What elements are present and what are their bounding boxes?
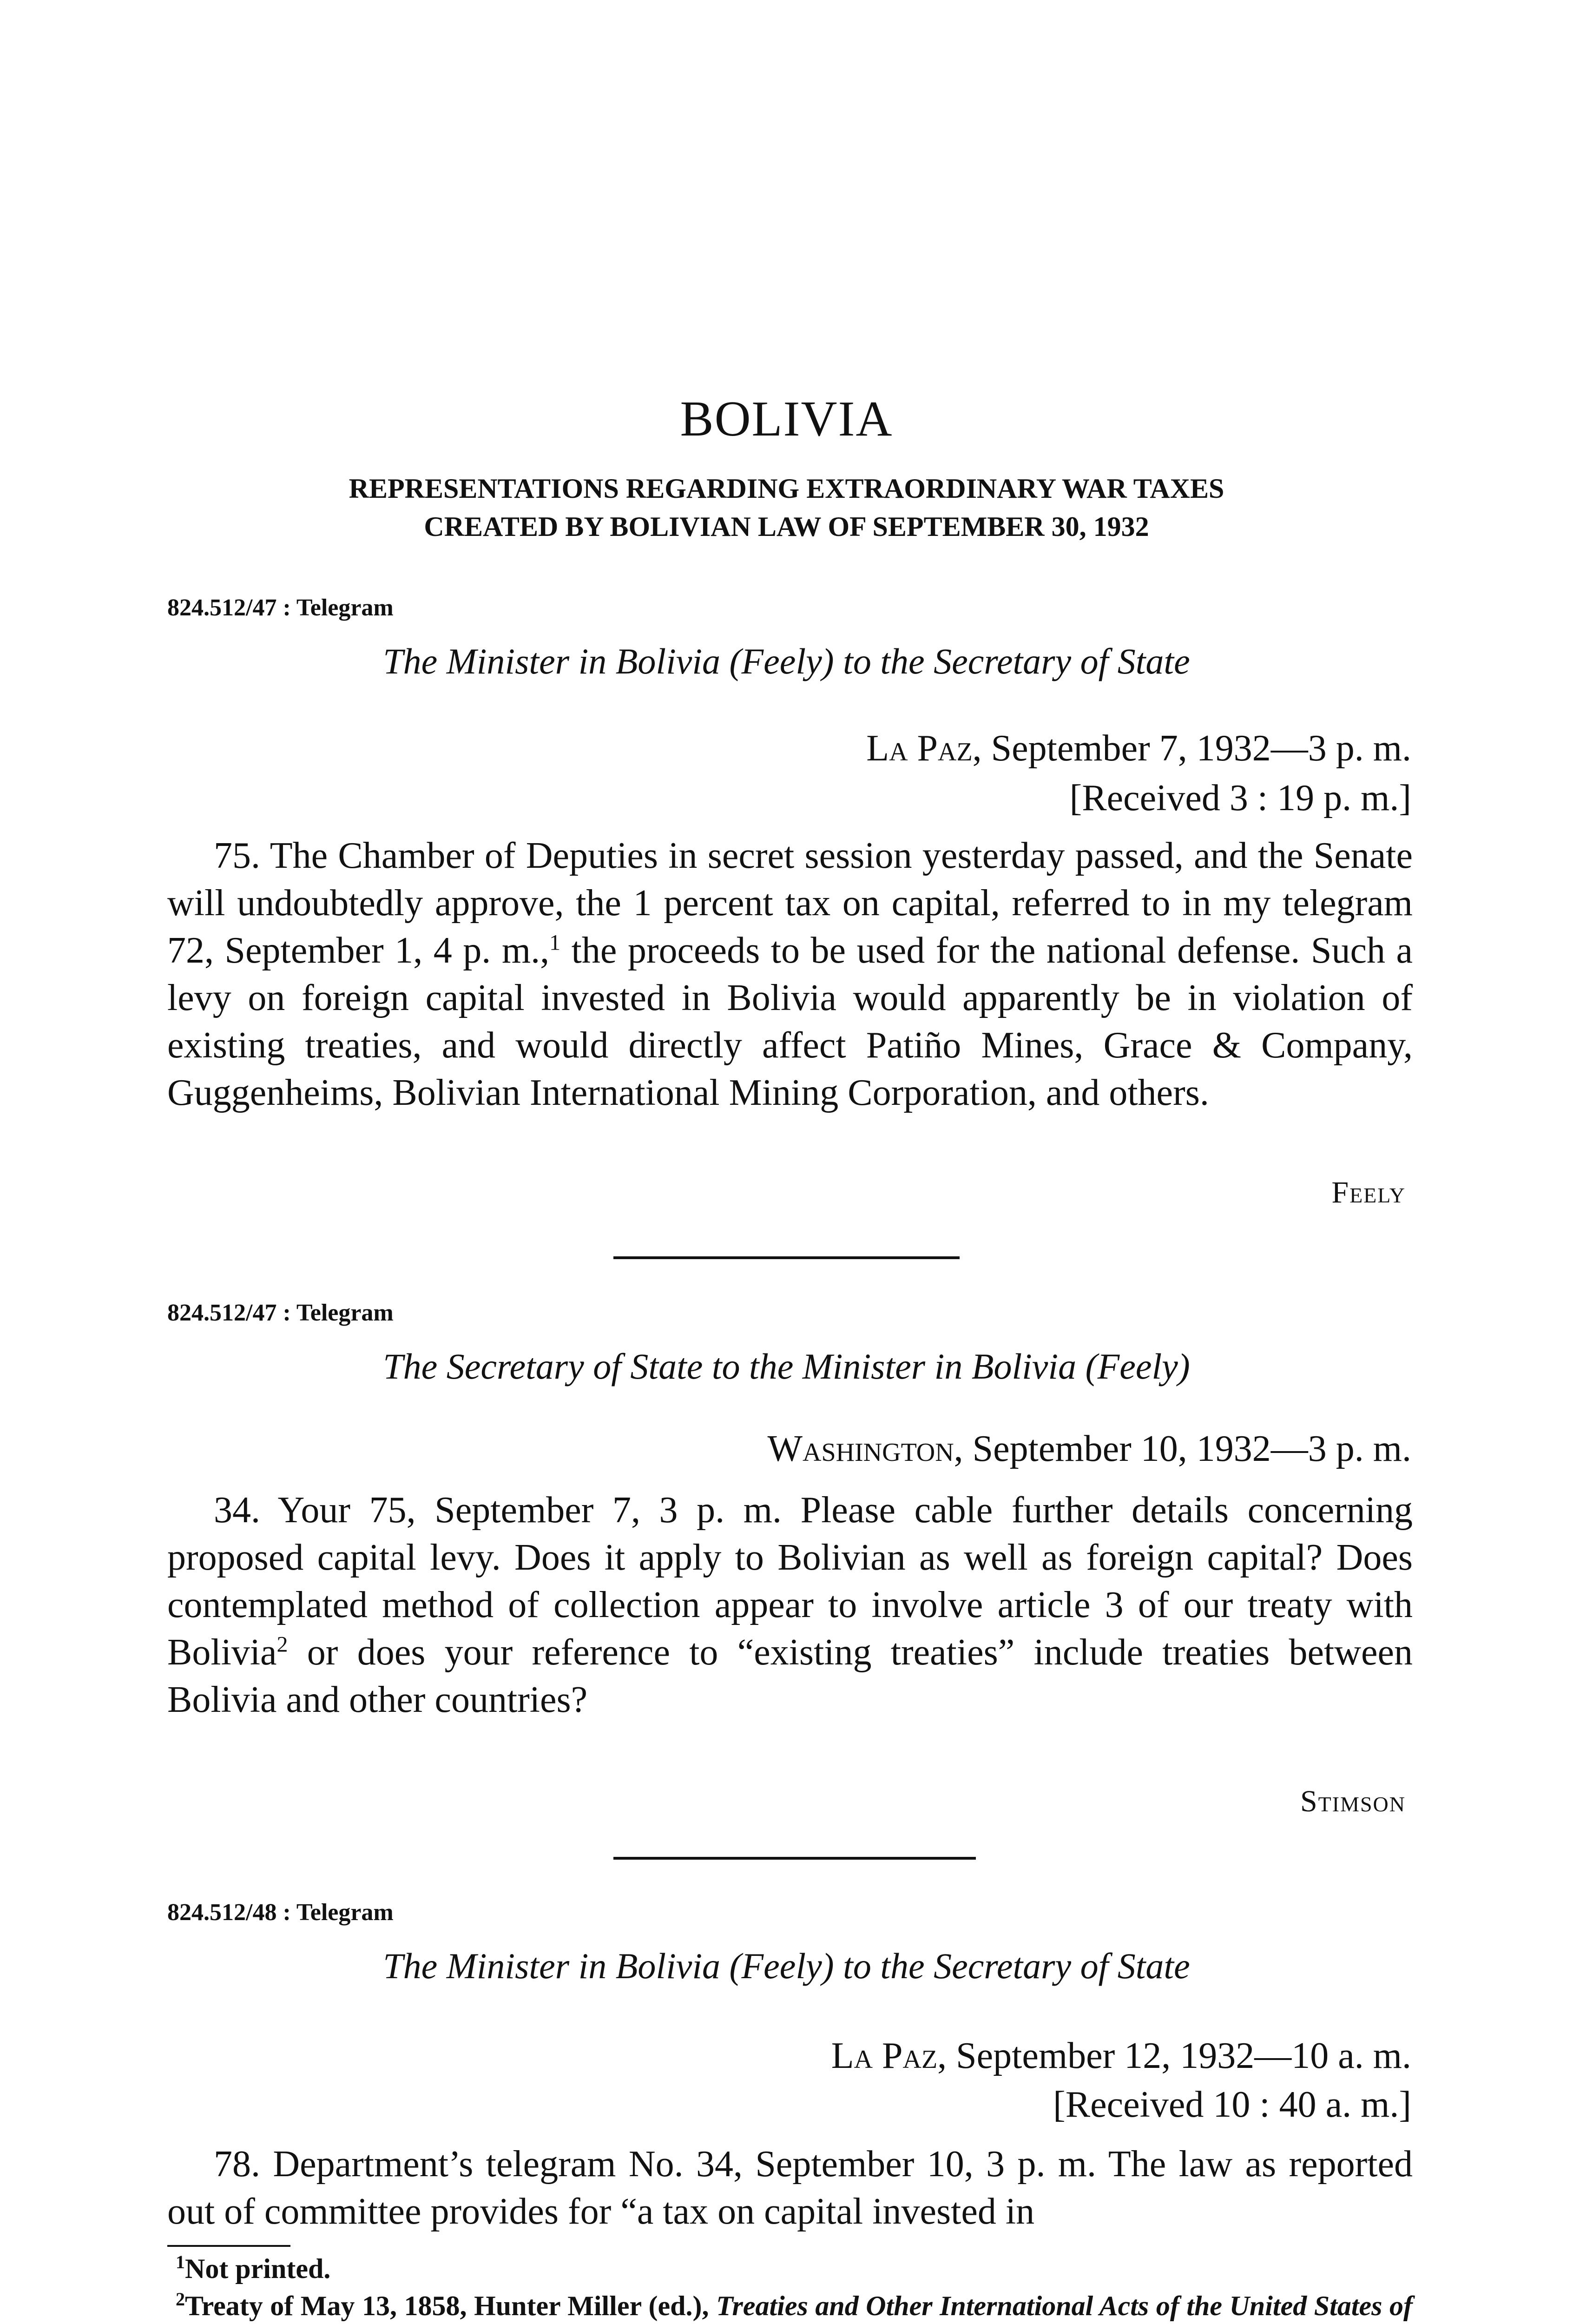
document-heading: The Minister in Bolivia (Feely) to the Secretary of State (383, 1946, 1190, 1986)
footnote-mark: 1 (176, 2251, 185, 2272)
section-subtitle (167, 469, 1406, 546)
country-title: BOLIVIA (680, 391, 893, 447)
received-line: [Received 3 : 19 p. m.] (1069, 778, 1411, 819)
body-text: 34. Your 75, September 7, 3 p. m. Please cable further details concerning proposed capital levy. Does it apply to Bolivian as well as foreign capital? Does contemplated method of collection appear to involve article 3 of our treaty with Bolivia (167, 1490, 1413, 1673)
body-text: 75. The Chamber of Deputies in secret session yesterday passed, and the Senate will undoubtedly approve, the 1 percent tax on capital, referred to in my telegram 72, September 1, 4 p. m., (167, 835, 1413, 971)
footnote-text: Treaty of May 13, 1858, Hunter Miller (ed.), (185, 2291, 717, 2321)
file-reference: 824.512/47 : Telegram (167, 1300, 394, 1326)
signature: Feely (1331, 1175, 1406, 1209)
telegram-body (167, 832, 1413, 1116)
footnote (167, 2252, 1413, 2285)
dateline-date: , September 10, 1932—3 p. m. (954, 1428, 1411, 1469)
dateline (768, 1428, 1412, 1470)
footnote-reference: 2 (276, 1632, 288, 1657)
dateline-date: , September 7, 1932—3 p. m. (972, 728, 1411, 769)
signature: Stimson (1300, 1784, 1406, 1818)
dateline-place: La Paz (831, 2035, 938, 2076)
dateline-place: Washington (767, 1428, 954, 1469)
section-divider (613, 1256, 960, 1259)
subtitle-line-1: REPRESENTATIONS REGARDING EXTRAORDINARY WAR TAXES (349, 473, 1224, 504)
subtitle-line-2: CREATED BY BOLIVIAN LAW OF SEPTEMBER 30, 1932 (424, 511, 1149, 542)
telegram-body (167, 1486, 1413, 1723)
footnote (167, 2289, 1413, 2324)
file-reference: 824.512/47 : Telegram (167, 594, 394, 621)
footnote-text: Not printed. (185, 2253, 331, 2284)
footnote-mark: 2 (176, 2289, 185, 2310)
footnote-rule (167, 2245, 290, 2247)
footnote-reference: 1 (549, 930, 561, 955)
dateline-date: , September 12, 1932—10 a. m. (937, 2035, 1411, 2076)
telegram-body: 78. Department’s telegram No. 34, September 10, 3 p. m. The law as reported out of committee provides for “a tax on capital invested in (167, 2144, 1413, 2232)
dateline-place: La Paz (866, 728, 973, 769)
document-heading: The Secretary of State to the Minister in Bolivia (Feely) (383, 1346, 1190, 1386)
footnote-citation-title: Treaties and Other International Acts of the United States of (716, 2291, 1413, 2321)
document-heading: The Minister in Bolivia (Feely) to the Secretary of State (383, 641, 1190, 681)
dateline (866, 727, 1411, 770)
section-divider (613, 1857, 976, 1860)
body-text: or does your reference to “existing treaties” include treaties between Bolivia and other countries? (167, 1632, 1413, 1720)
file-reference: 824.512/48 : Telegram (167, 1899, 394, 1926)
received-line: [Received 10 : 40 a. m.] (1053, 2084, 1411, 2125)
body-text: the proceeds to be used for the national defense. Such a levy on foreign capital invested in Bolivia would apparently be in violation of existing treaties, and would directly affect Patiño Mines, Grace & Company, Guggenheims, Bolivian International Mining Corporation, and others. (167, 930, 1413, 1113)
dateline (831, 2035, 1411, 2077)
